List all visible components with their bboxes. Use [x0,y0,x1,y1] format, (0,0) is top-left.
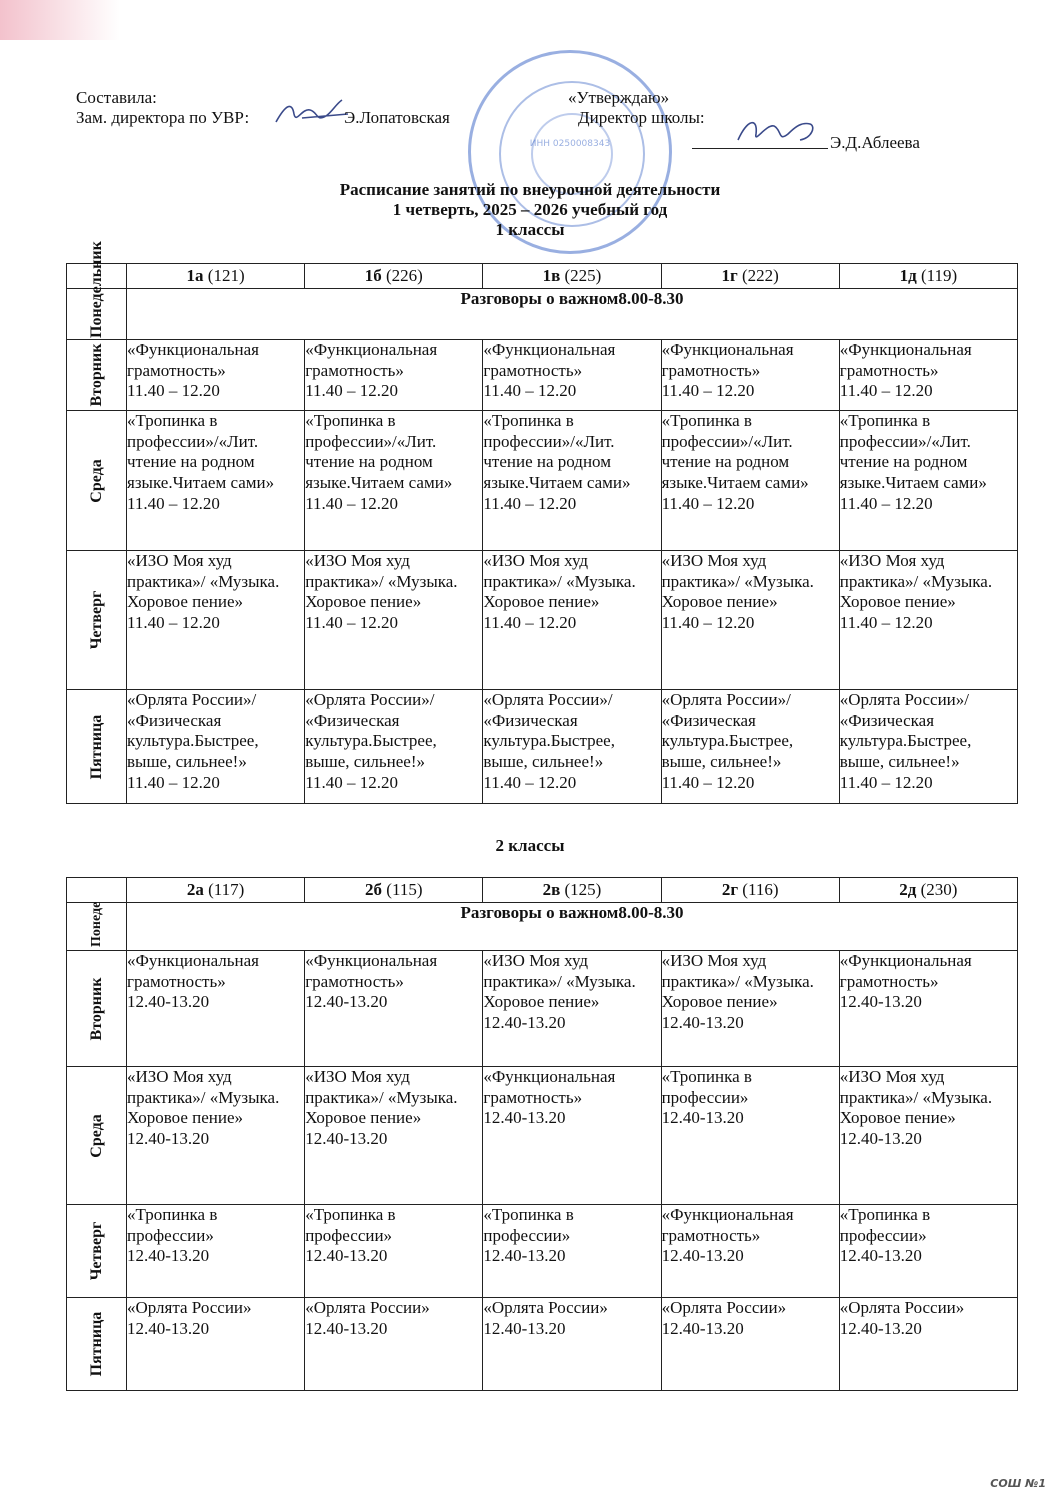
table-row [67,1067,1018,1205]
schedule-cell: «ИЗО Моя худ практика»/ «Музыка. Хоровое пение» 11.40 – 12.20 [305,551,483,690]
class-header: 2б (115) [305,878,483,903]
doc-title: Расписание занятий по внеурочной деятельности [339,180,721,199]
schedule-cell: «Орлята России» 12.40-13.20 [483,1298,661,1391]
class-header: 1а (121) [127,264,305,289]
scan-mark [0,0,120,40]
day-cell: Вторник [67,951,127,1067]
schedule-cell: «Функциональная грамотность» 12.40-13.20 [127,951,305,1067]
table-row [67,1298,1018,1391]
schedule-cell: «Тропинка в профессии» 12.40-13.20 [127,1205,305,1298]
class-header: 1в (225) [483,264,661,289]
stamp-text: ИНН 0250008343 [529,139,611,149]
schedule-cell: «ИЗО Моя худ практика»/ «Музыка. Хоровое пение» 12.40-13.20 [305,1067,483,1205]
schedule-cell: «Тропинка в профессии»/«Лит. чтение на родном языке.Читаем сами» 11.40 – 12.20 [483,411,661,551]
watermark: СОШ №1 [990,1477,1046,1490]
schedule-cell: «Тропинка в профессии»/«Лит. чтение на родном языке.Читаем сами» 11.40 – 12.20 [305,411,483,551]
schedule-cell: «ИЗО Моя худ практика»/ «Музыка. Хоровое пение» 12.40-13.20 [839,1067,1017,1205]
schedule-cell: «ИЗО Моя худ практика»/ «Музыка. Хоровое пение» 11.40 – 12.20 [839,551,1017,690]
schedule-cell: «Функциональная грамотность» 11.40 – 12.20 [661,340,839,411]
class-header: 2д (230) [839,878,1017,903]
schedule-cell: «Орлята России»/ «Физическая культура.Быстрее, выше, сильнее!» 11.40 – 12.20 [305,690,483,804]
compiled-label: Составила: [76,88,157,107]
table-row [67,1205,1018,1298]
deputy-name: Э.Лопатовская [344,108,450,127]
doc-subtitle: 1 четверть, 2025 – 2026 учебный год [392,200,668,219]
deputy-signature [272,96,352,132]
deputy-label: Зам. директора по УВР: [76,108,250,127]
schedule-cell: «Тропинка в профессии» 12.40-13.20 [305,1205,483,1298]
schedule-cell: «Орлята России»/ «Физическая культура.Быстрее, выше, сильнее!» 11.40 – 12.20 [839,690,1017,804]
schedule-cell: «Тропинка в профессии» 12.40-13.20 [661,1067,839,1205]
schedule-cell: «ИЗО Моя худ практика»/ «Музыка. Хоровое пение» 12.40-13.20 [483,951,661,1067]
director-name: Э.Д.Аблеева [830,133,920,152]
schedule-cell: «Функциональная грамотность» 11.40 – 12.20 [305,340,483,411]
schedule-cell: «Орлята России» 12.40-13.20 [127,1298,305,1391]
table-row [67,690,1018,804]
table-row [67,951,1018,1067]
merged-cell: Разговоры о важном8.00-8.30 [127,289,1018,340]
schedule-cell: «Орлята России» 12.40-13.20 [661,1298,839,1391]
schedule-cell: «Тропинка в профессии»/«Лит. чтение на родном языке.Читаем сами» 11.40 – 12.20 [127,411,305,551]
day-cell: Пятница [67,1298,127,1391]
class-header: 2г (116) [661,878,839,903]
class-header: 1б (226) [305,264,483,289]
schedule-cell: «Орлята России»/ «Физическая культура.Быстрее, выше, сильнее!» 11.40 – 12.20 [661,690,839,804]
corner-cell [67,878,127,903]
schedule-cell: «ИЗО Моя худ практика»/ «Музыка. Хоровое пение» 11.40 – 12.20 [661,551,839,690]
schedule-cell: «Функциональная грамотность» 12.40-13.20 [661,1205,839,1298]
table-row [67,903,1018,951]
grade2-schedule-table [66,877,1018,1391]
schedule-cell: «Функциональная грамотность» 12.40-13.20 [483,1067,661,1205]
table-row [67,551,1018,690]
schedule-cell: «Тропинка в профессии»/«Лит. чтение на родном языке.Читаем сами» 11.40 – 12.20 [661,411,839,551]
schedule-cell: «Орлята России»/ «Физическая культура.Быстрее, выше, сильнее!» 11.40 – 12.20 [483,690,661,804]
class-header: 2а (117) [127,878,305,903]
director-signature [730,112,820,152]
grade1-caption: 1 классы [495,220,565,239]
table-row [67,289,1018,340]
schedule-cell: «ИЗО Моя худ практика»/ «Музыка. Хоровое пение» 12.40-13.20 [661,951,839,1067]
schedule-cell: «Тропинка в профессии»/«Лит. чтение на родном языке.Читаем сами» 11.40 – 12.20 [839,411,1017,551]
merged-cell: Разговоры о важном8.00-8.30 [127,903,1018,951]
day-cell: Четверг [67,1205,127,1298]
schedule-cell: «Функциональная грамотность» 12.40-13.20 [839,951,1017,1067]
day-cell: Среда [67,411,127,551]
schedule-cell: «Орлята России»/ «Физическая культура.Быстрее, выше, сильнее!» 11.40 – 12.20 [127,690,305,804]
schedule-cell: «Функциональная грамотность» 11.40 – 12.20 [483,340,661,411]
schedule-cell: «Функциональная грамотность» 12.40-13.20 [305,951,483,1067]
class-header: 1г (222) [661,264,839,289]
day-cell: Понедельник [67,289,127,340]
class-header: 2в (125) [483,878,661,903]
grade1-header-row [67,264,1018,289]
schedule-cell: «Орлята России» 12.40-13.20 [839,1298,1017,1391]
day-cell: Среда [67,1067,127,1205]
grade2-caption: 2 классы [495,836,565,855]
day-cell: Пятница [67,690,127,804]
approve-label: «Утверждаю» [568,88,670,107]
schedule-cell: «ИЗО Моя худ практика»/ «Музыка. Хоровое пение» 11.40 – 12.20 [483,551,661,690]
grade2-header-row [67,878,1018,903]
schedule-cell: «Тропинка в профессии» 12.40-13.20 [839,1205,1017,1298]
schedule-cell: «Функциональная грамотность» 11.40 – 12.20 [127,340,305,411]
table-row [67,340,1018,411]
day-cell: Четверг [67,551,127,690]
table-row [67,411,1018,551]
day-cell: Понеде [67,903,127,951]
class-header: 1д (119) [839,264,1017,289]
schedule-cell: «Функциональная грамотность» 11.40 – 12.20 [839,340,1017,411]
schedule-cell: «ИЗО Моя худ практика»/ «Музыка. Хоровое пение» 11.40 – 12.20 [127,551,305,690]
grade1-schedule-table [66,241,1018,804]
schedule-cell: «Орлята России» 12.40-13.20 [305,1298,483,1391]
day-cell: Вторник [67,340,127,411]
schedule-cell: «Тропинка в профессии» 12.40-13.20 [483,1205,661,1298]
director-label: Директор школы: [578,108,705,127]
schedule-cell: «ИЗО Моя худ практика»/ «Музыка. Хоровое пение» 12.40-13.20 [127,1067,305,1205]
